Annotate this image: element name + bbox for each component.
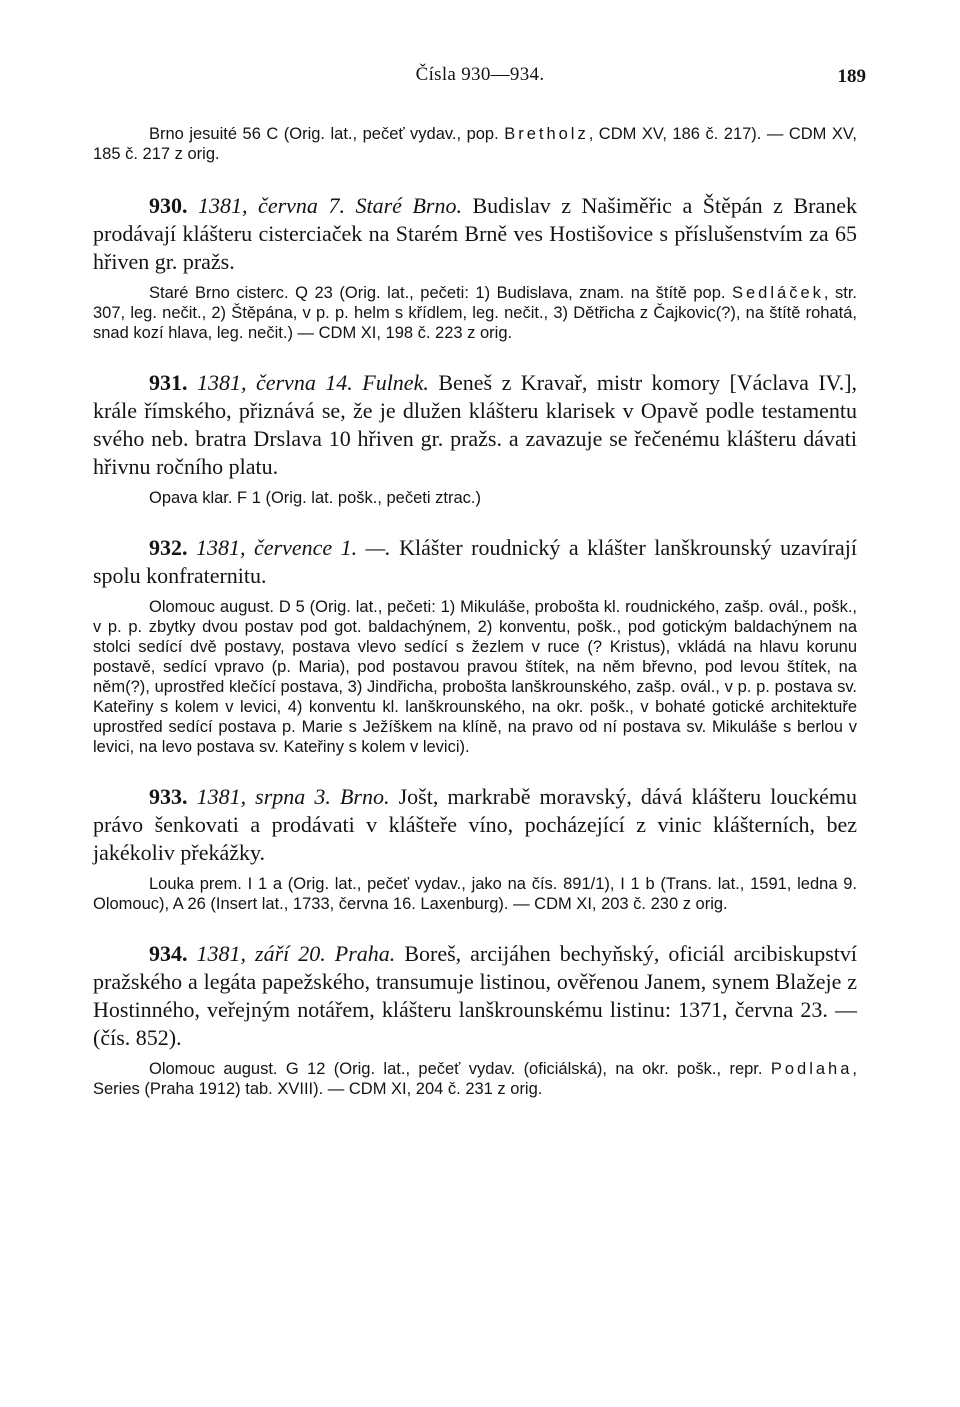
author-name: Sedláček (732, 284, 824, 302)
entry-934-source-note: Olomouc august. G 12 (Orig. lat., pečeť vydav. (oficiálská), na okr. pošk., repr. Podlaha, Series (Praha 1912) tab. XVIII). — CDM XI, 204 č. 231 z orig. (93, 1060, 857, 1098)
entry-934 (93, 940, 857, 1052)
entry-number: 931. (149, 370, 188, 395)
entry-date-place: 1381, září 20. Praha. (196, 941, 396, 966)
entry-931-source-note: Opava klar. F 1 (Orig. lat. pošk., pečeti ztrac.) (149, 489, 481, 507)
entry-text: Beneš z Kravař, mistr komory [Václava IV.], krále římského, přiznává se, že je dlužen klášteru klarisek v Opavě podle testamentu svého neb. bratra Drslava 10 hřiven gr. pražs. a zavazuje se řečenému klášteru dávati hřivnu ročního platu. (93, 370, 858, 479)
page-body (93, 124, 857, 1099)
author-name: Bretholz (504, 125, 589, 143)
entry-number: 933. (149, 784, 188, 809)
entry-date-place: 1381, června 7. Staré Brno. (198, 193, 462, 218)
entry-933-source-note: Louka prem. I 1 a (Orig. lat., pečeť vydav., jako na čís. 891/1), I 1 b (Trans. lat., 1591, ledna 9. Olomouc), A 26 (Insert lat., 1733, června 16. Laxenburg). — CDM XI, 203 č. 230 z orig. (93, 875, 857, 913)
entry-930 (93, 192, 857, 276)
entry-932-source-note: Olomouc august. D 5 (Orig. lat., pečeti: 1) Mikuláše, probošta kl. roudnického, zašp. ovál., pošk., v p. p. zbytky dvou postav pod got. baldachýnem, 2) konventu, pošk., pod gotickým baldachýnem na stolci sedící dvě postavy, postava vlevo sedící s žezlem v ruce (? Kristus), vkládá na hlavu korunu postavě, sedící vpravo (p. Maria), pod postavou pravou štítek, na něm břevno, pod levou štítek, na něm(?), uprostřed klečící postava, 3) Jindřicha, probošta lanškrounského, zašp. ovál., v p. p. postava sv. Kateřiny s kolem v levici, 4) konventu kl. lanškrounského, na okr. pošk., v bohaté gotické architektuře uprostřed sedící postava p. Marie s Ježíškem na klíně, na pravo od ní postava sv. Mikuláše s berlou v levici, na levo postava sv. Kateřiny s kolem v levici). (93, 598, 857, 756)
author-name: Podlaha (770, 1060, 853, 1078)
entry-date-place: 1381, srpna 3. Brno. (196, 784, 390, 809)
intro-source-note: Brno jesuité 56 C (Orig. lat., pečeť vydav., pop. Bretholz, CDM XV, 186 č. 217). — CDM XV, 185 č. 217 z orig. (93, 125, 857, 163)
entry-text: Klášter roudnický a klášter lanškrounský uzavírají spolu konfraternitu. (93, 535, 858, 588)
entry-text: Budislav z Našiměřic a Štěpán z Branek prodávají klášteru cisterciaček na Starém Brně ves Hostišovice s příslušenstvím za 65 hřiven gr. pražs. (93, 193, 857, 274)
entry-933 (93, 783, 857, 867)
entry-date-place: 1381, června 14. Fulnek. (196, 370, 429, 395)
entry-text: Jošt, markrabě moravský, dává klášteru louckému právo šenkovati a prodávati v klášteře víno, pocházející z vinic klášterních, bez jakékoliv překážky. (93, 784, 858, 865)
entry-text: Boreš, arcijáhen bechyňský, oficiál arcibiskupství pražského a legáta papežského, transumuje listinou, ověřenou Janem, synem Blažeje z Hostinného, veřejným notářem, klášteru lanškrounskému listinu: 1371, června 23. — (čís. 852). (93, 941, 858, 1050)
entry-number: 934. (149, 941, 188, 966)
entry-date-place: 1381, července 1. —. (196, 535, 391, 560)
page-number: 189 (837, 66, 866, 87)
running-header-title: Čísla 930—934. (415, 64, 545, 85)
entry-number: 932. (149, 535, 188, 560)
entry-number: 930. (149, 193, 188, 218)
entry-930-source-note: Staré Brno cisterc. Q 23 (Orig. lat., pečeti: 1) Budislava, znam. na štítě pop. Sedláček, str. 307, leg. nečit., 2) Štěpána, v p. p. helm s křídlem, leg. nečit., 3) Dětřicha z Čajkovic(?), na štítě rohatá, snad kozí hlava, leg. nečit.) — CDM XI, 198 č. 223 z orig. (93, 284, 858, 342)
entry-932 (93, 534, 857, 590)
entry-931 (93, 369, 857, 481)
